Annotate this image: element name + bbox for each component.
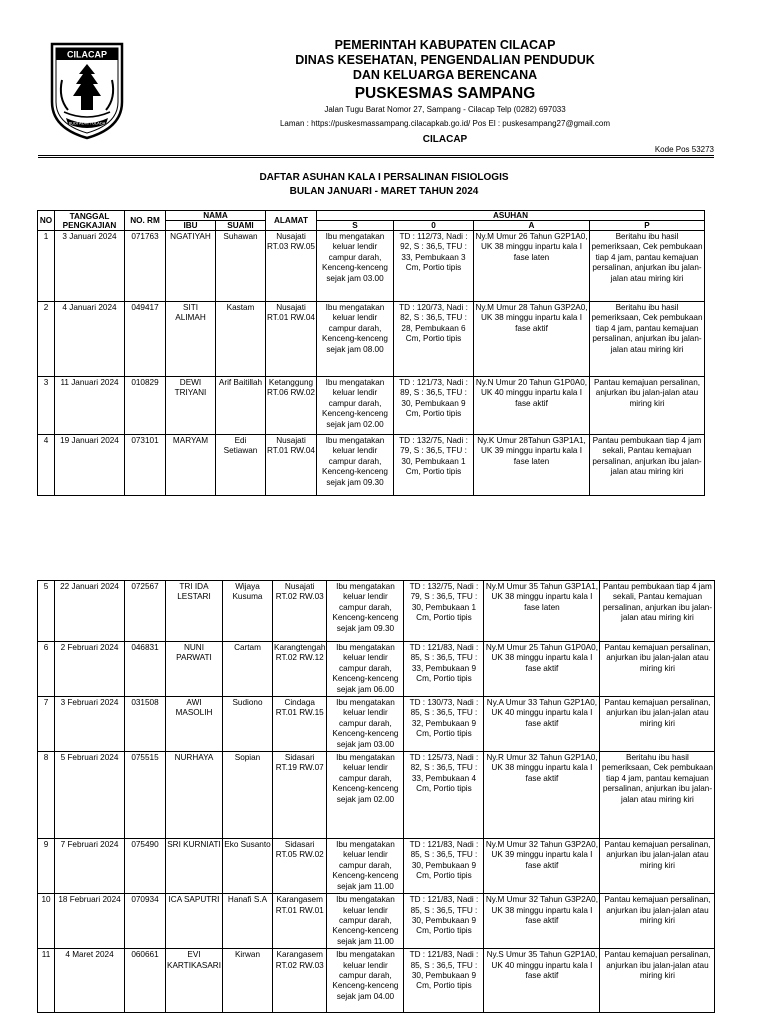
cell-rm: 075490 xyxy=(125,839,166,894)
cell-s: Ibu mengatakan keluar lendir campur darah, Kenceng-kenceng sejak jam 02.00 xyxy=(317,377,394,435)
cell-rm: 060661 xyxy=(125,949,166,1013)
cell-ibu: TRI IDA LESTARI xyxy=(166,581,223,642)
cell-suami: Sopian xyxy=(222,752,272,839)
header-city: CILACAP xyxy=(422,134,468,145)
table-row xyxy=(38,231,705,302)
cell-o: TD : 120/73, Nadi : 82, S : 36,5, TFU : 28, Pembukaan 6 Cm, Portio tipis xyxy=(394,302,474,377)
table-row xyxy=(38,377,705,435)
col-header-o: 0 xyxy=(394,221,474,231)
table-row xyxy=(38,949,715,1013)
cell-p: Pantau kemajuan persalinan, anjurkan ibu jalan-jalan atau miring kiri xyxy=(600,894,715,949)
cell-a: Ny.A Umur 33 Tahun G2P1A0, UK 40 minggu inpartu kala I fase aktif xyxy=(484,697,600,752)
col-header-tanggal: TANGGAL PENGKAJIAN xyxy=(55,211,125,231)
cell-p: Pantau kemajuan persalinan, anjurkan ibu jalan-jalan atau miring kiri xyxy=(600,839,715,894)
cell-tanggal: 18 Februari 2024 xyxy=(55,894,125,949)
cell-ibu: AWI MASOLIH xyxy=(166,697,223,752)
header-address: Jalan Tugu Barat Nomor 27, Sampang - Cilacap Telp (0282) 697033 xyxy=(324,105,566,114)
cell-no: 7 xyxy=(38,697,55,752)
table-row xyxy=(38,752,715,839)
cell-a: Ny.M Umur 35 Tahun G3P1A1, UK 38 minggu inpartu kala I fase laten xyxy=(484,581,600,642)
col-header-no: NO xyxy=(38,211,55,231)
cell-tanggal: 19 Januari 2024 xyxy=(55,435,125,496)
table-row xyxy=(38,302,705,377)
cell-rm: 070934 xyxy=(125,894,166,949)
cell-o: TD : 121/83, Nadi : 85, S : 36,5, TFU : 33, Pembukaan 9 Cm, Portio tipis xyxy=(404,642,484,697)
cell-s: Ibu mengatakan keluar lendir campur darah, Kenceng-kenceng sejak jam 03.00 xyxy=(327,697,404,752)
cell-p: Pantau pembukaan tiap 4 jam sekali, Pantau kemajuan persalinan, anjurkan ibu jalan-jalan atau miring kiri xyxy=(590,435,705,496)
cell-tanggal: 3 Januari 2024 xyxy=(55,231,125,302)
cell-a: Ny.M Umur 25 Tahun G1P0A0, UK 38 minggu inpartu kala I fase aktif xyxy=(484,642,600,697)
cell-rm: 072567 xyxy=(125,581,166,642)
cell-rm: 071763 xyxy=(125,231,166,302)
cell-suami: Cartam xyxy=(222,642,272,697)
cell-p: Beritahu ibu hasil pemeriksaan, Cek pembukaan tiap 4 jam, pantau kemajuan persalinan, anjurkan ibu jalan-jalan atau miring kiri xyxy=(590,231,705,302)
logo-motto: BUDI ADHI TULADA xyxy=(68,120,106,126)
cell-a: Ny.R Umur 32 Tahun G2P1A0, UK 38 minggu inpartu kala I fase aktif xyxy=(484,752,600,839)
cell-o: TD : 132/75, Nadi : 79, S : 36,5, TFU : 30, Pembukaan 1 Cm, Portio tipis xyxy=(404,581,484,642)
cell-tanggal: 22 Januari 2024 xyxy=(55,581,125,642)
cell-a: Ny.S Umur 35 Tahun G2P1A0, UK 40 minggu inpartu kala I fase aktif xyxy=(484,949,600,1013)
cell-suami: Suhawan xyxy=(216,231,266,302)
header-line-2: DINAS KESEHATAN, PENGENDALIAN PENDUDUK xyxy=(295,53,595,67)
cell-s: Ibu mengatakan keluar lendir campur darah, Kenceng-kenceng sejak jam 03.00 xyxy=(317,231,394,302)
cell-no: 3 xyxy=(38,377,55,435)
cell-p: Beritahu ibu hasil pemeriksaan, Cek pembukaan tiap 4 jam, pantau kemajuan persalinan, anjurkan ibu jalan-jalan atau miring kiri xyxy=(590,302,705,377)
cell-p: Pantau kemajuan persalinan, anjurkan ibu jalan-jalan atau miring kiri xyxy=(600,697,715,752)
cell-no: 1 xyxy=(38,231,55,302)
cell-s: Ibu mengatakan keluar lendir campur darah, Kenceng-kenceng sejak jam 09.30 xyxy=(327,581,404,642)
cell-suami: Hanafi S.A xyxy=(222,894,272,949)
cell-o: TD : 130/73, Nadi : 85, S : 36,5, TFU : 32, Pembukaan 9 Cm, Portio tipis xyxy=(404,697,484,752)
table-row xyxy=(38,839,715,894)
col-header-ibu: IBU xyxy=(166,221,216,231)
header-line-3: DAN KELUARGA BERENCANA xyxy=(352,68,538,82)
cell-no: 11 xyxy=(38,949,55,1013)
cell-alamat: Ketanggung RT.06 RW.02 xyxy=(266,377,317,435)
cell-p: Pantau kemajuan persalinan, anjurkan ibu jalan-jalan atau miring kiri xyxy=(600,949,715,1013)
cell-no: 5 xyxy=(38,581,55,642)
cell-alamat: Karangasem RT.01 RW.01 xyxy=(272,894,326,949)
cell-no: 8 xyxy=(38,752,55,839)
logo-text: CILACAP xyxy=(67,49,107,60)
asuhan-table-part-2 xyxy=(37,580,715,1013)
col-header-nama: NAMA xyxy=(166,211,266,221)
cilacap-logo xyxy=(48,40,126,140)
cell-suami: Sudiono xyxy=(222,697,272,752)
table-row xyxy=(38,697,715,752)
cell-suami: Wijaya Kusuma xyxy=(222,581,272,642)
cell-a: Ny.M Umur 26 Tahun G2P1A0, UK 38 minggu inpartu kala I fase laten xyxy=(474,231,590,302)
col-header-alamat: ALAMAT xyxy=(266,211,317,231)
cell-ibu: SITI ALIMAH xyxy=(166,302,216,377)
cell-tanggal: 5 Februari 2024 xyxy=(55,752,125,839)
cell-tanggal: 4 Januari 2024 xyxy=(55,302,125,377)
header-line-1: PEMERINTAH KABUPATEN CILACAP xyxy=(334,38,556,52)
cell-rm: 010829 xyxy=(125,377,166,435)
cell-tanggal: 11 Januari 2024 xyxy=(55,377,125,435)
cell-p: Pantau kemajuan persalinan, anjurkan ibu jalan-jalan atau miring kiri xyxy=(600,642,715,697)
cell-rm: 046831 xyxy=(125,642,166,697)
cell-ibu: EVI KARTIKASARI xyxy=(166,949,223,1013)
asuhan-table-part-1 xyxy=(37,210,705,496)
cell-suami: Arif Baitillah xyxy=(216,377,266,435)
cell-o: TD : 121/83, Nadi : 85, S : 36,5, TFU : 30, Pembukaan 9 Cm, Portio tipis xyxy=(404,839,484,894)
cell-s: Ibu mengatakan keluar lendir campur darah, Kenceng-kenceng sejak jam 06.00 xyxy=(327,642,404,697)
cell-a: Ny.M Umur 32 Tahun G3P2A0, UK 38 minggu inpartu kala I fase aktif xyxy=(484,894,600,949)
cell-suami: Kirwan xyxy=(222,949,272,1013)
cell-alamat: Cindaga RT.01 RW.15 xyxy=(272,697,326,752)
cell-a: Ny.M Umur 28 Tahun G3P2A0, UK 38 minggu inpartu kala I fase aktif xyxy=(474,302,590,377)
cell-s: Ibu mengatakan keluar lendir campur darah, Kenceng-kenceng sejak jam 11.00 xyxy=(327,839,404,894)
cell-o: TD : 132/75, Nadi : 79, S : 36,5, TFU : 30, Pembukaan 1 Cm, Portio tipis xyxy=(394,435,474,496)
cell-rm: 049417 xyxy=(125,302,166,377)
cell-o: TD : 121/83, Nadi : 85, S : 36,5, TFU : 30, Pembukaan 9 Cm, Portio tipis xyxy=(404,894,484,949)
document-title: DAFTAR ASUHAN KALA I PERSALINAN FISIOLOGIS xyxy=(259,172,509,183)
cell-ibu: NGATIYAH xyxy=(166,231,216,302)
cell-alamat: Nusajati RT.01 RW.04 xyxy=(266,435,317,496)
cell-p: Pantau kemajuan persalinan, anjurkan ibu jalan-jalan atau miring kiri xyxy=(590,377,705,435)
table-row xyxy=(38,894,715,949)
postal-code: Kode Pos 53273 xyxy=(654,145,714,154)
cell-s: Ibu mengatakan keluar lendir campur darah, Kenceng-kenceng sejak jam 04.00 xyxy=(327,949,404,1013)
cell-s: Ibu mengatakan keluar lendir campur darah, Kenceng-kenceng sejak jam 02.00 xyxy=(327,752,404,839)
cell-o: TD : 112/73, Nadi : 92, S : 36,5, TFU : 33, Pembukaan 3 Cm, Portio tipis xyxy=(394,231,474,302)
letterhead xyxy=(0,0,768,160)
header-divider-thin xyxy=(38,157,714,158)
table-row xyxy=(38,581,715,642)
cell-suami: Kastam xyxy=(216,302,266,377)
cell-ibu: DEWI TRIYANI xyxy=(166,377,216,435)
cell-p: Pantau pembukaan tiap 4 jam sekali, Pantau kemajuan persalinan, anjurkan ibu jalan-jalan atau miring kiri xyxy=(600,581,715,642)
cell-alamat: Karangtengah RT.02 RW.12 xyxy=(272,642,326,697)
cell-suami: Edi Setiawan xyxy=(216,435,266,496)
table-row xyxy=(38,435,705,496)
col-header-asuhan: ASUHAN xyxy=(317,211,705,221)
cell-alamat: Nusajati RT.01 RW.04 xyxy=(266,302,317,377)
cell-ibu: NURHAYA xyxy=(166,752,223,839)
cell-ibu: MARYAM xyxy=(166,435,216,496)
col-header-a: A xyxy=(474,221,590,231)
cell-no: 6 xyxy=(38,642,55,697)
cell-s: Ibu mengatakan keluar lendir campur darah, Kenceng-kenceng sejak jam 09.30 xyxy=(317,435,394,496)
col-header-s: S xyxy=(317,221,394,231)
col-header-p: P xyxy=(590,221,705,231)
document-subtitle: BULAN JANUARI - MARET TAHUN 2024 xyxy=(289,186,479,197)
cell-o: TD : 121/73, Nadi : 89, S : 36,5, TFU : 30, Pembukaan 9 Cm, Portio tipis xyxy=(394,377,474,435)
col-header-suami: SUAMI xyxy=(216,221,266,231)
table-row xyxy=(38,642,715,697)
cell-no: 9 xyxy=(38,839,55,894)
cell-a: Ny.K Umur 28Tahun G3P1A1, UK 39 minggu inpartu kala I fase laten xyxy=(474,435,590,496)
cell-p: Beritahu ibu hasil pemeriksaan, Cek pembukaan tiap 4 jam, pantau kemajuan persalinan, anjurkan ibu jalan-jalan atau miring kiri xyxy=(600,752,715,839)
cell-tanggal: 3 Februari 2024 xyxy=(55,697,125,752)
cell-rm: 031508 xyxy=(125,697,166,752)
cell-s: Ibu mengatakan keluar lendir campur darah, Kenceng-kenceng sejak jam 08.00 xyxy=(317,302,394,377)
cell-ibu: SRI KURNIATI xyxy=(166,839,223,894)
cell-suami: Eko Susanto xyxy=(222,839,272,894)
cell-alamat: Sidasari RT.05 RW.02 xyxy=(272,839,326,894)
cell-ibu: ICA SAPUTRI xyxy=(166,894,223,949)
cell-ibu: NUNI PARWATI xyxy=(166,642,223,697)
cell-alamat: Karangasem RT.02 RW.03 xyxy=(272,949,326,1013)
cell-no: 4 xyxy=(38,435,55,496)
cell-o: TD : 125/73, Nadi : 82, S : 36,5, TFU : 33, Pembukaan 4 Cm, Portio tipis xyxy=(404,752,484,839)
col-header-no-rm: NO. RM xyxy=(125,211,166,231)
cell-tanggal: 2 Februari 2024 xyxy=(55,642,125,697)
cell-tanggal: 4 Maret 2024 xyxy=(55,949,125,1013)
header-website-email: Laman : https://puskesmassampang.cilacapkab.go.id/ Pos El : puskesampang27@gmail.com xyxy=(279,119,611,128)
cell-s: Ibu mengatakan keluar lendir campur darah, Kenceng-kenceng sejak jam 11.00 xyxy=(327,894,404,949)
cell-no: 10 xyxy=(38,894,55,949)
header-puskesmas-name: PUSKESMAS SAMPANG xyxy=(354,85,536,102)
header-divider xyxy=(38,155,714,156)
cell-rm: 075515 xyxy=(125,752,166,839)
cell-tanggal: 7 Februari 2024 xyxy=(55,839,125,894)
cell-rm: 073101 xyxy=(125,435,166,496)
cell-alamat: Nusajati RT.02 RW.03 xyxy=(272,581,326,642)
cell-a: Ny.M Umur 32 Tahun G3P2A0, UK 39 minggu inpartu kala I fase aktif xyxy=(484,839,600,894)
cell-o: TD : 121/83, Nadi : 85, S : 36,5, TFU : 30, Pembukaan 9 Cm, Portio tipis xyxy=(404,949,484,1013)
cell-no: 2 xyxy=(38,302,55,377)
cell-alamat: Sidasari RT.19 RW.07 xyxy=(272,752,326,839)
cell-a: Ny.N Umur 20 Tahun G1P0A0, UK 40 minggu inpartu kala I fase aktif xyxy=(474,377,590,435)
cell-alamat: Nusajati RT.03 RW.05 xyxy=(266,231,317,302)
